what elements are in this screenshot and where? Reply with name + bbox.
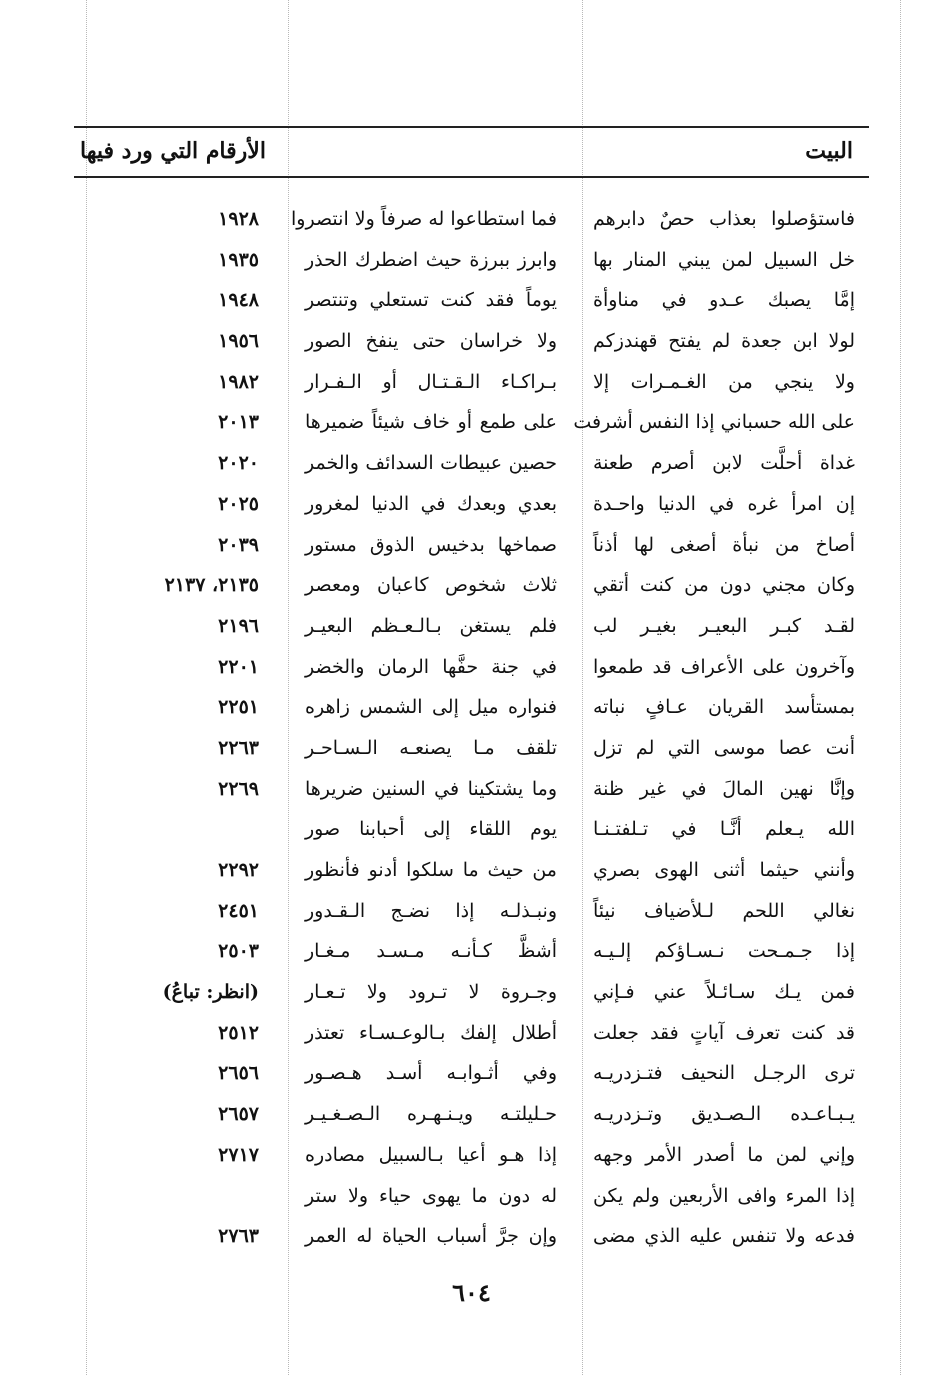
table-row xyxy=(0,483,943,524)
verse-reference-numbers: ٢٢٦٩ xyxy=(218,777,259,800)
verse-first-hemistich: ولا ينجي من الغـمـرات إلا xyxy=(593,370,855,393)
verse-reference-numbers: ١٩٥٦ xyxy=(218,330,259,353)
verse-table xyxy=(0,198,943,1256)
verse-first-hemistich: إذا جـمـحت نـسـاؤكم إلـيـه xyxy=(593,940,855,963)
verse-first-hemistich: وأنني حيثما أثنى الهوى بصري xyxy=(593,859,855,881)
verse-first-hemistich: أنت عصا موسى التي لم تزل xyxy=(593,736,855,759)
table-row xyxy=(0,1012,943,1053)
verse-first-hemistich: ترى الرجـل النحيف فتـزدريـه xyxy=(593,1062,855,1085)
verse-reference-numbers: ٢٤٥١ xyxy=(218,899,259,922)
verse-reference-numbers: ٢٧١٧ xyxy=(218,1143,259,1166)
table-row xyxy=(0,971,943,1012)
verse-reference-numbers: ٢٥٠٣ xyxy=(218,940,259,963)
verse-second-hemistich: أطلال إلفك بـالوعـسـاء تعتذر xyxy=(305,1021,557,1044)
table-row xyxy=(0,808,943,849)
table-row xyxy=(0,686,943,727)
verse-first-hemistich: يـبـاعـده الـصـديق وتـزدريـه xyxy=(593,1103,855,1126)
verse-reference-numbers: ٢٠٣٩ xyxy=(218,533,259,556)
verse-first-hemistich: أصاخ من نبأة أصغى لها أذناً xyxy=(593,533,855,556)
verse-first-hemistich: نغالي اللحم لـلأضياف نيئاً xyxy=(593,899,855,922)
verse-reference-numbers: ٢٢٥١ xyxy=(218,696,259,719)
verse-first-hemistich: قد كنت تعرف آياتٍ فقد جعلت xyxy=(593,1021,855,1044)
table-row xyxy=(0,524,943,565)
verse-first-hemistich: لولا ابن جعدة لم يفتح قهندزكم xyxy=(593,330,855,353)
verse-first-hemistich: فمن يـك سـائـلاً عني فـإني xyxy=(593,981,855,1004)
verse-reference-numbers: ٢٢٠١ xyxy=(218,655,259,678)
verse-second-hemistich: بعدي وبعدك في الدنيا لمغرور xyxy=(305,492,557,515)
verse-second-hemistich: وإن جرَّ أسباب الحياة له العمر xyxy=(305,1225,557,1248)
verse-second-hemistich: وما يشتكينا في السنين ضريرها xyxy=(305,777,557,800)
verse-second-hemistich: تلقف مـا يصنعـه الـسـاحـر xyxy=(305,736,557,759)
verse-reference-numbers: ٢٧٦٣ xyxy=(218,1225,259,1248)
table-row xyxy=(0,768,943,809)
verse-second-hemistich: وجـروة لا تـرود ولا تـعـار xyxy=(305,981,557,1004)
table-row xyxy=(0,1175,943,1216)
verse-first-hemistich: إمَّا يصبك عـدو في مناوأة xyxy=(593,289,855,312)
verse-reference-numbers: ١٩٤٨ xyxy=(218,289,259,312)
verse-second-hemistich: فنواره ميل إلى الشمس زاهره xyxy=(305,696,557,719)
verse-second-hemistich: فما استطاعوا له صرفاً ولا انتصروا xyxy=(291,208,557,230)
header-left-title: الأرقام التي ورد فيها xyxy=(80,138,266,164)
verse-reference-numbers: ٢١٩٦ xyxy=(218,614,259,637)
verse-first-hemistich: وكان مجني دون من كنت أتقي xyxy=(593,574,855,597)
verse-second-hemistich: يوم اللقاء إلى أحبابنا صور xyxy=(305,818,557,841)
verse-first-hemistich: الله يـعلم أنَّـا في تـلفتـنـا xyxy=(593,818,855,841)
verse-first-hemistich: لقـد كبـر البعيـر بغيـر لب xyxy=(593,614,855,637)
verse-first-hemistich: فدعه ولا تنفس عليه الذي مضى xyxy=(593,1225,855,1248)
table-row xyxy=(0,727,943,768)
verse-second-hemistich: بـراكـاء الـقـتـال أو الـفـرار xyxy=(305,370,557,393)
verse-reference-numbers: ٢٠٢٥ xyxy=(218,492,259,515)
verse-first-hemistich: إذا المرء وافى الأربعين ولم يكن xyxy=(593,1184,855,1207)
verse-reference-numbers: ٢٠٢٠ xyxy=(218,452,259,475)
table-row xyxy=(0,930,943,971)
verse-first-hemistich: إن امرأ غره في الدنيا واحـدة xyxy=(593,492,855,515)
table-row xyxy=(0,239,943,280)
verse-second-hemistich: حصين عبيطات السدائف والخمر xyxy=(305,452,557,475)
verse-second-hemistich: له دون ما يهوى حياء ولا ستر xyxy=(305,1184,557,1207)
verse-first-hemistich: على الله حسباني إذا النفس أشرفت xyxy=(573,411,855,434)
table-row xyxy=(0,442,943,483)
page-number: ٦٠٤ xyxy=(452,1278,491,1307)
verse-first-hemistich: وإنَّا نهين المالَ في غير ظنة xyxy=(593,777,855,800)
header-bottom-rule xyxy=(74,176,869,178)
verse-first-hemistich: غداة أحلَّت لابن أصرم طعنة xyxy=(593,452,855,475)
verse-second-hemistich: على طمع أو خاف شيئاً ضميرها xyxy=(305,411,557,434)
verse-second-hemistich: إذا هـو أعيا بـالسبيل مصادره xyxy=(305,1143,557,1166)
verse-first-hemistich: فاستؤصلوا بعذاب حصٌ دابرهم xyxy=(593,208,855,230)
table-row xyxy=(0,1093,943,1134)
verse-reference-numbers: ٢٦٥٦ xyxy=(218,1062,259,1085)
verse-second-hemistich: ولا خراسان حتى ينفخ الصور xyxy=(305,330,557,353)
table-row xyxy=(0,361,943,402)
verse-reference-numbers: ٢٢٩٢ xyxy=(218,859,259,881)
verse-first-hemistich: وآخرون على الأعراف قد طمعوا xyxy=(593,655,855,678)
verse-reference-numbers: ٢١٣٥، ٢١٣٧ xyxy=(164,574,259,597)
verse-first-hemistich: وإني لمن ما أصدر الأمر وجهه xyxy=(593,1143,855,1166)
verse-second-hemistich: وابرز ببرزة حيث اضطرك الحذر xyxy=(305,248,557,271)
verse-reference-numbers: ١٩٨٢ xyxy=(218,370,259,393)
table-row xyxy=(0,646,943,687)
verse-reference-numbers: ٢٦٥٧ xyxy=(218,1103,259,1126)
verse-second-hemistich: من حيث ما سلكوا أدنو فأنظور xyxy=(305,859,557,881)
verse-second-hemistich: صماخها بدخيس الذوق مستور xyxy=(305,533,557,556)
table-row xyxy=(0,401,943,442)
table-row xyxy=(0,1134,943,1175)
table-row xyxy=(0,564,943,605)
verse-second-hemistich: أشظَّ كـأنـه مـسـد مـغـار xyxy=(305,940,557,963)
header-right-title: البيت xyxy=(805,138,853,164)
verse-first-hemistich: بمستأسد القريان عـافٍ نباته xyxy=(593,696,855,719)
table-row xyxy=(0,279,943,320)
verse-reference-numbers: (انظر: تباعُ) xyxy=(162,981,259,1004)
verse-second-hemistich: يوماً فقد كنت تستعلي وتنتصر xyxy=(305,289,557,312)
verse-reference-numbers: ٢٢٦٣ xyxy=(218,736,259,759)
table-row xyxy=(0,1215,943,1256)
verse-reference-numbers: ٢٥١٢ xyxy=(218,1021,259,1044)
verse-second-hemistich: ونبـذلـه إذا نضـج الـقـدور xyxy=(305,899,557,922)
verse-first-hemistich: خل السبيل لمن يبني المنار بها xyxy=(593,248,855,271)
table-row xyxy=(0,890,943,931)
verse-second-hemistich: حـليلتـه ويـنـهـره الـصـغـيـر xyxy=(305,1103,557,1126)
table-row xyxy=(0,605,943,646)
verse-second-hemistich: ثلاث شخوص كاعبان ومعصر xyxy=(305,574,557,597)
verse-reference-numbers: ١٩٣٥ xyxy=(218,248,259,271)
table-row xyxy=(0,198,943,239)
verse-reference-numbers: ٢٠١٣ xyxy=(218,411,259,434)
header-top-rule xyxy=(74,126,869,128)
verse-second-hemistich: في جنة حفَّها الرمان والخضر xyxy=(305,655,557,678)
table-row xyxy=(0,1052,943,1093)
table-row xyxy=(0,849,943,890)
verse-second-hemistich: فلم يستغن بـالـعـظم البعيـر xyxy=(305,614,557,637)
verse-second-hemistich: وفي أثـوابـه أسـد هـصـور xyxy=(305,1062,557,1085)
table-row xyxy=(0,320,943,361)
verse-reference-numbers: ١٩٢٨ xyxy=(218,208,259,230)
